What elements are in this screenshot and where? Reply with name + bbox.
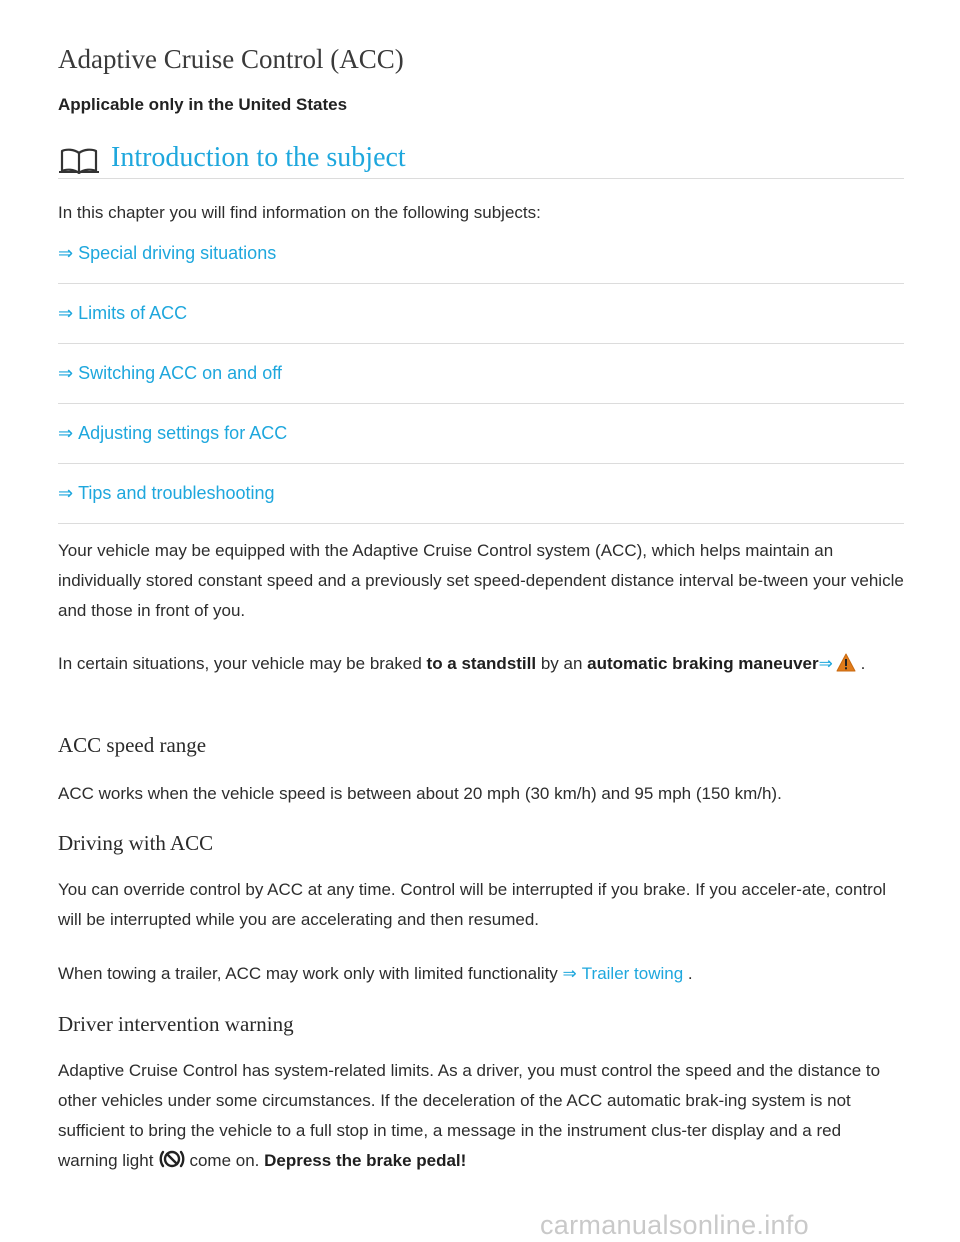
arrow-icon: ⇒ xyxy=(58,363,74,383)
emphasis-depress-brake: Depress the brake pedal! xyxy=(264,1151,467,1170)
intervention-heading: Driver intervention warning xyxy=(58,1012,294,1036)
emphasis-standstill: to a standstill xyxy=(426,654,537,673)
intro-heading: Introduction to the subject xyxy=(111,142,406,173)
link-trailer-towing[interactable]: Trailer towing xyxy=(581,964,684,983)
standstill-note: In certain situations, your vehicle may be braked to a standstill by an automatic braking maneuver⇒ . xyxy=(58,654,866,673)
arrow-icon: ⇒ xyxy=(58,243,74,263)
link-limits-acc[interactable]: Limits of ACC xyxy=(78,303,188,323)
link-adjusting-settings[interactable]: Adjusting settings for ACC xyxy=(78,423,288,443)
intervention-text: Adaptive Cruise Control has system-related limits. As a driver, you must control the speed and the distance to other vehicles under some circumstances. If the deceleration of the ACC automatic brak-ing system is not sufficient to bring the vehicle to a full stop in time, a message in the instrument clus-ter display and a red warning light come on. Depress the brake pedal! xyxy=(58,1061,881,1170)
driving-heading: Driving with ACC xyxy=(58,831,214,855)
applicability-note: Applicable only in the United States xyxy=(58,95,348,114)
arrow-icon: ⇒ xyxy=(58,303,74,323)
emphasis-braking: automatic braking maneuver xyxy=(587,654,819,673)
warning-ref-arrow[interactable]: ⇒ xyxy=(818,654,833,673)
arrow-icon: ⇒ xyxy=(58,483,74,503)
warning-icon[interactable] xyxy=(836,653,856,672)
link-switching-acc[interactable]: Switching ACC on and off xyxy=(78,363,282,383)
intro-heading-bar xyxy=(58,140,904,179)
site-watermark: carmanualsonline.info xyxy=(540,1210,809,1240)
acc-description: Your vehicle may be equipped with the Adaptive Cruise Control system (ACC), which helps maintain an individually stored constant speed and a previously set speed-dependent distance interval be-tween your vehicle and those in front of you. xyxy=(58,541,904,620)
driving-text: You can override control by ACC at any time. Control will be interrupted if you brake. If you acceler-ate, control will be interrupted while you are accelerating and then resumed. xyxy=(58,880,887,929)
link-special-driving[interactable]: Special driving situations xyxy=(78,243,277,263)
subject-link-list xyxy=(58,224,904,524)
book-icon xyxy=(58,148,100,174)
subject-link-item[interactable] xyxy=(58,464,904,524)
subject-link-item[interactable] xyxy=(58,224,904,284)
intro-lead: In this chapter you will find information on the following subjects: xyxy=(58,203,541,222)
brake-warning-light-icon xyxy=(159,1148,185,1170)
arrow-icon: ⇒ xyxy=(58,423,74,443)
page-title: Adaptive Cruise Control (ACC) xyxy=(58,44,404,74)
towing-note: When towing a trailer, ACC may work only with limited functionality ⇒ Trailer towing . xyxy=(58,964,693,983)
subject-link-item[interactable] xyxy=(58,284,904,344)
speed-range-heading: ACC speed range xyxy=(58,733,207,757)
speed-range-text: ACC works when the vehicle speed is between about 20 mph (30 km/h) and 95 mph (150 km/h). xyxy=(58,784,782,803)
link-tips-troubleshooting[interactable]: Tips and troubleshooting xyxy=(78,483,275,503)
arrow-icon: ⇒ xyxy=(562,964,577,983)
subject-link-item[interactable] xyxy=(58,344,904,404)
subject-link-item[interactable] xyxy=(58,404,904,464)
